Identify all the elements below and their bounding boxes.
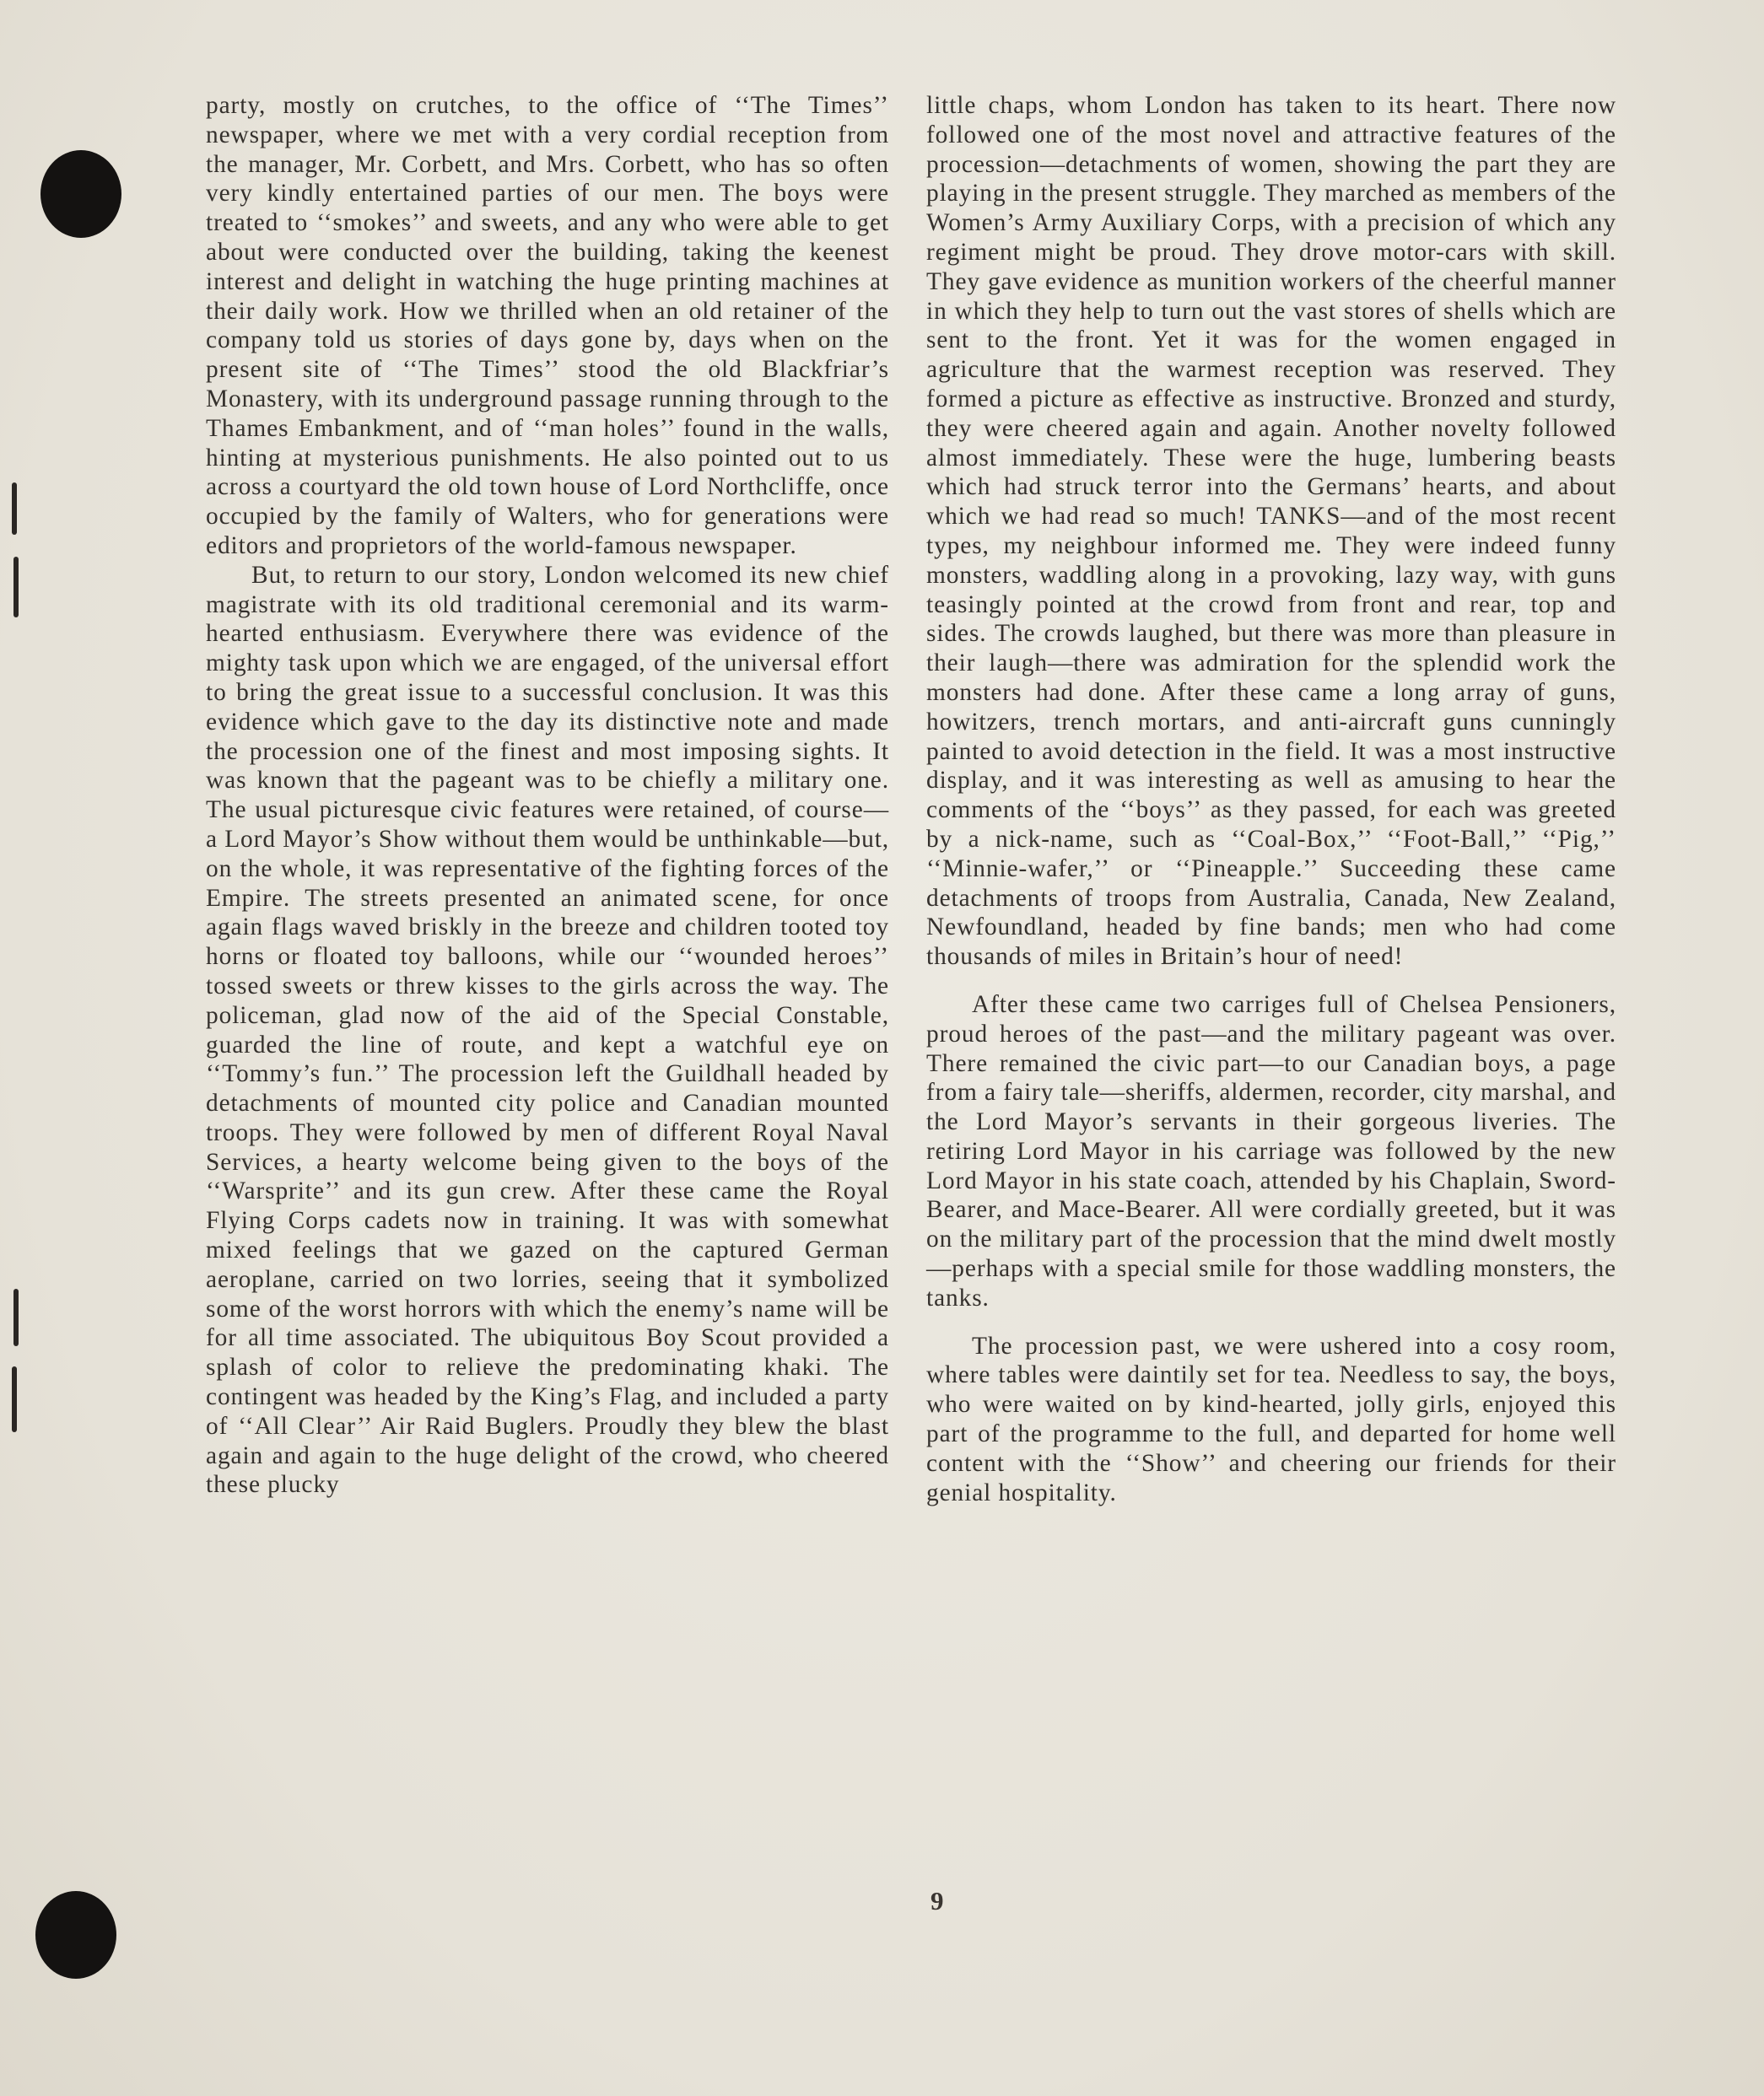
page-number: 9 [931,1886,944,1915]
binder-mark [13,557,19,617]
right-column [926,91,1616,1507]
punch-hole-top [40,150,121,238]
punch-hole-bottom [35,1891,116,1979]
paragraph: After these came two carriges full of Chelsea Pensioners, proud heroes of the past—and the military pageant was over. There remained the civic part—to our Canadian boys, a page from a fairy tale—sheriffs, aldermen, recorder, city marshal, and the Lord Mayor’s servants in their gorgeous liveries. The retiring Lord Mayor in his carriage was followed by the new Lord Mayor in his state coach, attended by his Chaplain, Sword-Bearer, and Mace-Bearer. All were cordially greeted, but it was on the military part of the procession that the mind dwelt mostly—perhaps with a special smile for those waddling monsters, the tanks. [926,990,1616,1312]
paragraph: party, mostly on crutches, to the office of ‘‘The Times’’ newspaper, where we met with a very cordial reception from the manager, Mr. Corbett, and Mrs. Corbett, who has so often very kindly entertained parties of our men. The boys were treated to ‘‘smokes’’ and sweets, and any who were able to get about were conducted over the building, taking the keenest interest and delight in watching the huge printing machines at their daily work. How we thrilled when an old retainer of the company told us stories of days gone by, days when on the present site of ‘‘The Times’’ stood the old Blackfriar’s Monastery, with its underground passage running through to the Thames Embankment, and of ‘‘man holes’’ found in the walls, hinting at mysterious punishments. He also pointed out to us across a courtyard the old town house of Lord Northcliffe, once occupied by the family of Walters, who for generations were editors and proprietors of the world-famous newspaper. [206,92,889,559]
paragraph: But, to return to our story, London welcomed its new chief magistrate with its old traditional ceremonial and its warm-hearted enthusiasm. Everywhere there was evidence of the mighty task upon which we are engaged, of the universal effort to bring the great issue to a successful conclusion. It was this evidence which gave to the day its distinctive note and made the procession one of the finest and most imposing sights. It was known that the pageant was to be chiefly a military one. The usual picturesque civic features were retained, of course—a Lord Mayor’s Show without them would be unthinkable—but, on the whole, it was representative of the fighting forces of the Empire. The streets presented an animated scene, for once again flags waved briskly in the breeze and children tooted toy horns or floated toy balloons, while our ‘‘wounded heroes’’ tossed sweets or threw kisses to the girls across the way. The policeman, glad now of the aid of the Special Constable, guarded the line of route, and kept a watchful eye on ‘‘Tommy’s fun.’’ The procession left the Guildhall headed by detachments of mounted city police and Canadian mounted troops. They were followed by men of different Royal Naval Services, a hearty welcome being given to the boys of the ‘‘Warsprite’’ and its gun crew. After these came the Royal Flying Corps cadets now in training. It was with somewhat mixed feelings that we gazed on the captured German aeroplane, carried on two lorries, seeing that it symbolized some of the worst horrors with which the enemy’s name will be for all time associated. The ubiquitous Boy Scout provided a splash of color to relieve the predominating khaki. The contingent was headed by the King’s Flag, and included a party of ‘‘All Clear’’ Air Raid Buglers. Proudly they blew the blast again and again to the huge delight of the crowd, who cheered these plucky [206,561,890,1499]
binder-mark [12,482,17,535]
binder-mark [12,1366,17,1432]
paragraph: little chaps, whom London has taken to its heart. There now followed one of the most novel and attractive features of the procession—detachments of women, showing the part they are playing in the present struggle. They marched as members of the Women’s Army Auxiliary Corps, with a precision of which any regiment might be proud. They drove motor-cars with skill. They gave evidence as munition workers of the cheerful manner in which they help to turn out the vast stores of shells which are sent to the front. Yet it was for the women engaged in agriculture that the warmest reception was reserved. They formed a picture as effective as instructive. Bronzed and sturdy, they were cheered again and again. Another novelty followed almost immediately. These were the huge, lumbering beasts which had struck terror into the Germans’ hearts, and about which we had read so much! TANKS—and of the most recent types, my neighbour informed me. They were indeed funny monsters, waddling along in a provoking, lazy way, with guns teasingly pointed at the crowd from front and rear, top and sides. The crowds laughed, but there was more than pleasure in their laugh—there was admiration for the splendid work the monsters had done. After these came a long array of guns, howitzers, trench mortars, and anti-aircraft guns cunningly painted to avoid detection in the field. It was a most instructive display, and it was interesting as well as amusing to hear the comments of the ‘‘boys’’ as they passed, for each was greeted by a nick-name, such as ‘‘Coal-Box,’’ ‘‘Foot-Ball,’’ ‘‘Pig,’’ ‘‘Minnie-wafer,’’ or ‘‘Pineapple.’’ Succeeding these came detachments of troops from Australia, Canada, New Zealand, Newfoundland, headed by fine bands; men who had come thousands of miles in Britain’s hour of need! [926,92,1616,971]
binder-mark [13,1289,19,1346]
left-column [206,91,889,1500]
paragraph: The procession past, we were ushered into a cosy room, where tables were daintily set for tea. Needless to say, the boys, who were waited on by kind-hearted, jolly girls, enjoyed this part of the programme to the full, and departed for home well content with the ‘‘Show’’ and cheering our friends for their genial hospitality. [926,1332,1616,1506]
